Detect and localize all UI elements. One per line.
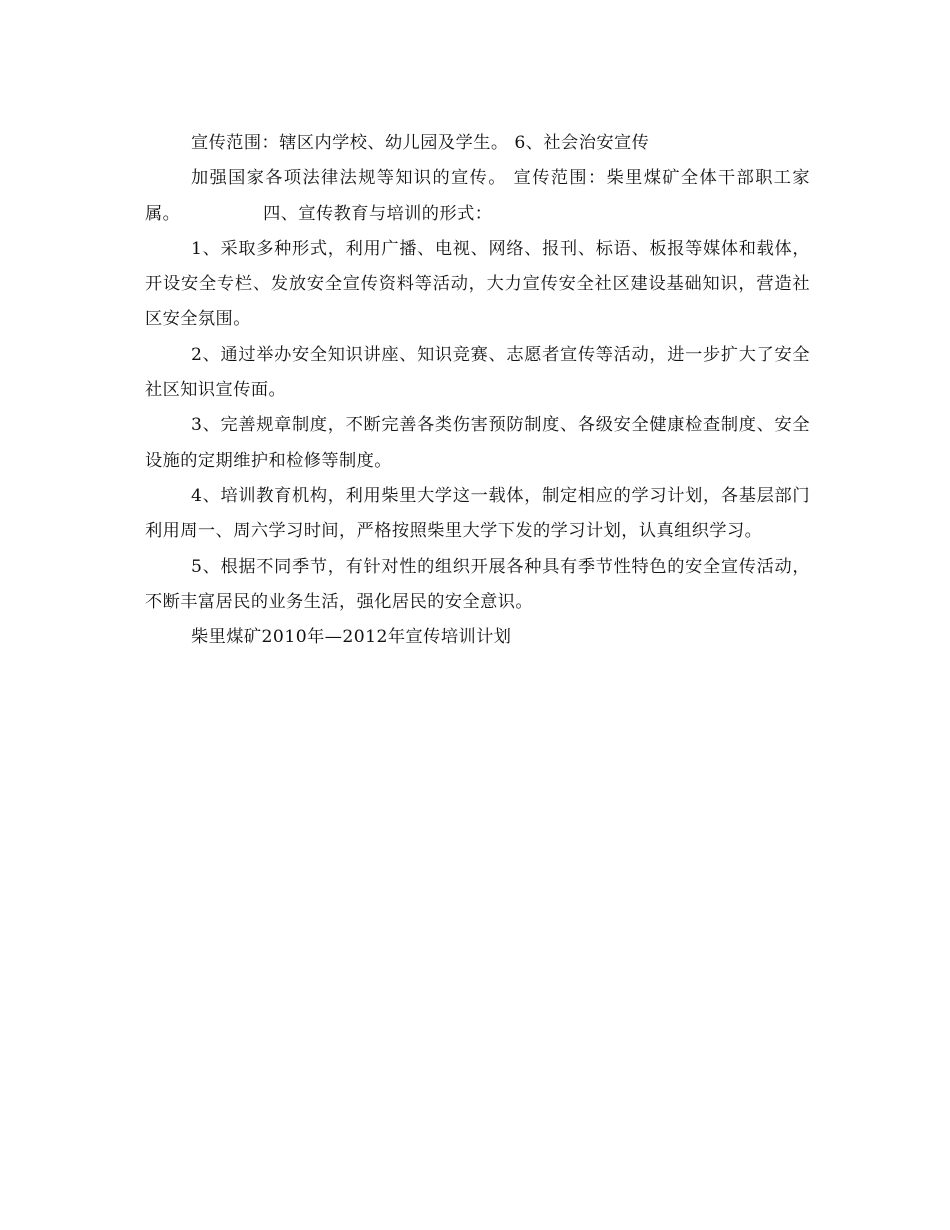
paragraph-item-5: 5、根据不同季节，有针对性的组织开展各种具有季节性特色的安全宣传活动，不断丰富居民的业务生活，强化居民的安全意识。 [145, 556, 810, 612]
document-body [145, 126, 810, 655]
document-closing-title: 柴里煤矿2010年—2012年宣传培训计划 [191, 627, 512, 648]
paragraph-item-4: 4、培训教育机构，利用柴里大学这一载体，制定相应的学习计划，各基层部门利用周一、周六学习时间，严格按照柴里大学下发的学习计划，认真组织学习。 [145, 485, 810, 542]
paragraph-item-2: 2、通过举办安全知识讲座、知识竞赛、志愿者宣传等活动，进一步扩大了安全社区知识宣传面。 [145, 344, 810, 401]
paragraph-item-3: 3、完善规章制度，不断完善各类伤害预防制度、各级安全健康检查制度、安全设施的定期维护和检修等制度。 [145, 415, 810, 471]
paragraph-legal-publicity: 加强国家各项法律法规等知识的宣传。 宣传范围：柴里煤矿全体干部职工家属。 四、宣传教育与培训的形式： [145, 168, 810, 224]
paragraph-scope-schools: 宣传范围：辖区内学校、幼儿园及学生。 6、社会治安宣传 [191, 133, 650, 153]
paragraph-item-1: 1、采取多种形式，利用广播、电视、网络、报刊、标语、板报等媒体和载体，开设安全专栏、发放安全宣传资料等活动，大力宣传安全社区建设基础知识，营造社区安全氛围。 [145, 238, 810, 330]
